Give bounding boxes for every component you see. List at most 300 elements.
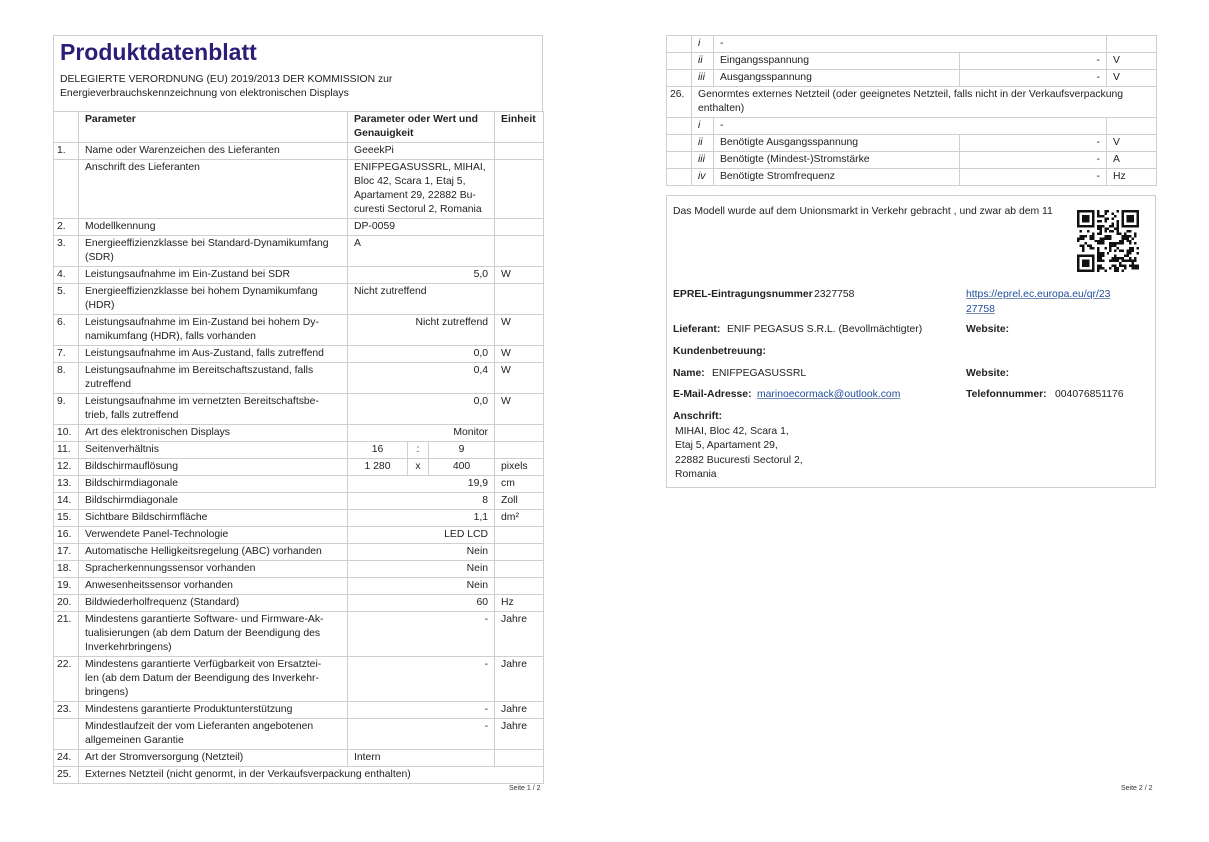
row-parameter bbox=[79, 315, 348, 346]
row-number-empty bbox=[667, 70, 692, 87]
row-value: - bbox=[960, 152, 1107, 169]
qr-module bbox=[1097, 240, 1099, 242]
table-row bbox=[54, 143, 544, 160]
qr-module bbox=[1122, 215, 1124, 217]
qr-module bbox=[1104, 210, 1106, 212]
parameter-line: Genormtes externes Netzteil (oder geeignetes Netzteil, falls nicht in der Verkaufsverpackung bbox=[698, 89, 1124, 100]
qr-module bbox=[1119, 265, 1121, 267]
row-number: 7. bbox=[54, 346, 79, 363]
row-number: 18. bbox=[54, 561, 79, 578]
parameter-line: Mindestens garantierte Software- und Firmware-Ak- bbox=[85, 614, 324, 625]
qr-module bbox=[1127, 255, 1129, 257]
row-parameter: Mindestens garantierte Produktunterstützung bbox=[79, 702, 348, 719]
qr-module bbox=[1099, 242, 1101, 244]
qr-module bbox=[1102, 252, 1104, 254]
qr-module bbox=[1109, 242, 1111, 244]
qr-module bbox=[1084, 265, 1086, 267]
qr-module bbox=[1079, 210, 1081, 212]
row-unit: W bbox=[495, 267, 544, 284]
qr-module bbox=[1099, 252, 1101, 254]
qr-module bbox=[1109, 260, 1111, 262]
row-subindex: ii bbox=[692, 135, 714, 152]
qr-module bbox=[1079, 237, 1081, 239]
qr-module bbox=[1092, 215, 1094, 217]
header-value-line: Genauigkeit bbox=[354, 128, 414, 139]
row-number: 14. bbox=[54, 493, 79, 510]
qr-module bbox=[1129, 210, 1131, 212]
table-row bbox=[54, 284, 544, 315]
qr-module bbox=[1114, 227, 1116, 229]
qr-module bbox=[1119, 257, 1121, 259]
table-row bbox=[54, 425, 544, 442]
qr-module bbox=[1132, 215, 1134, 217]
qr-module bbox=[1119, 242, 1121, 244]
qr-module bbox=[1119, 250, 1121, 252]
table-row bbox=[54, 363, 544, 394]
row-parameter: Benötigte Ausgangsspannung bbox=[714, 135, 960, 152]
qr-module bbox=[1092, 232, 1094, 234]
row-unit: V bbox=[1107, 53, 1157, 70]
row-unit: Zoll bbox=[495, 493, 544, 510]
qr-module bbox=[1104, 230, 1106, 232]
row-number: 6. bbox=[54, 315, 79, 346]
market-date-text: Das Modell wurde auf dem Unionsmarkt in Verkehr gebracht , und zwar ab dem 11 bbox=[673, 206, 1053, 217]
qr-module bbox=[1097, 232, 1099, 234]
qr-module bbox=[1082, 260, 1084, 262]
qr-module bbox=[1077, 255, 1079, 257]
qr-module bbox=[1129, 220, 1131, 222]
name-value: ENIFPEGASUSSRL bbox=[712, 368, 807, 379]
row-unit bbox=[1107, 36, 1157, 53]
qr-module bbox=[1097, 250, 1099, 252]
qr-module bbox=[1117, 257, 1119, 259]
qr-module bbox=[1077, 215, 1079, 217]
qr-module bbox=[1099, 215, 1101, 217]
row-number: 9. bbox=[54, 394, 79, 425]
qr-module bbox=[1137, 212, 1139, 214]
qr-module bbox=[1129, 260, 1131, 262]
qr-module bbox=[1087, 210, 1089, 212]
qr-module bbox=[1102, 260, 1104, 262]
qr-module bbox=[1124, 225, 1126, 227]
eprel-link-line-2[interactable]: 27758 bbox=[966, 304, 995, 315]
row-number: 25. bbox=[54, 767, 79, 784]
qr-module bbox=[1092, 222, 1094, 224]
row-number: 10. bbox=[54, 425, 79, 442]
row-parameter: Verwendete Panel-Technologie bbox=[79, 527, 348, 544]
regulation-intro bbox=[53, 69, 543, 111]
row-value: - bbox=[348, 657, 495, 702]
qr-module bbox=[1129, 225, 1131, 227]
qr-module bbox=[1079, 230, 1081, 232]
row-value-separator: : bbox=[408, 442, 429, 459]
qr-module bbox=[1092, 235, 1094, 237]
row-unit: W bbox=[495, 363, 544, 394]
qr-module bbox=[1109, 225, 1111, 227]
qr-module bbox=[1137, 222, 1139, 224]
row-unit bbox=[495, 143, 544, 160]
table-row bbox=[54, 510, 544, 527]
row-number: 15. bbox=[54, 510, 79, 527]
row-value: A bbox=[348, 236, 495, 267]
qr-module bbox=[1114, 257, 1116, 259]
row-unit: Jahre bbox=[495, 719, 544, 750]
qr-module bbox=[1124, 235, 1126, 237]
qr-module bbox=[1122, 220, 1124, 222]
qr-module bbox=[1099, 265, 1101, 267]
table-row bbox=[54, 750, 544, 767]
qr-module bbox=[1129, 265, 1131, 267]
qr-module bbox=[1097, 242, 1099, 244]
table-row bbox=[54, 476, 544, 493]
row-value: 8 bbox=[348, 493, 495, 510]
qr-module bbox=[1127, 260, 1129, 262]
row-value-b: 9 bbox=[429, 442, 495, 459]
qr-module bbox=[1099, 240, 1101, 242]
parameter-table bbox=[53, 111, 544, 784]
qr-module bbox=[1129, 252, 1131, 254]
parameter-line: Mindestlaufzeit der vom Lieferanten angebotenen bbox=[85, 721, 314, 732]
qr-module bbox=[1112, 260, 1114, 262]
row-value: LED LCD bbox=[348, 527, 495, 544]
qr-module bbox=[1082, 250, 1084, 252]
qr-module bbox=[1107, 235, 1109, 237]
row-unit bbox=[495, 219, 544, 236]
row-parameter bbox=[79, 657, 348, 702]
supplier-label: Lieferant: bbox=[673, 324, 721, 335]
row-unit bbox=[495, 284, 544, 315]
address-line-2: Etaj 5, Apartament 29, bbox=[675, 440, 778, 451]
row-unit: Jahre bbox=[495, 612, 544, 657]
row-parameter: Bildschirmauflösung bbox=[79, 459, 348, 476]
table-row bbox=[54, 394, 544, 425]
row-number: 8. bbox=[54, 363, 79, 394]
row-parameter: Ausgangsspannung bbox=[714, 70, 960, 87]
qr-module bbox=[1077, 257, 1079, 259]
table-row bbox=[54, 767, 544, 784]
qr-module bbox=[1112, 257, 1114, 259]
qr-module bbox=[1129, 215, 1131, 217]
qr-module bbox=[1089, 245, 1091, 247]
qr-module bbox=[1077, 262, 1079, 264]
row-value: 0,0 bbox=[348, 394, 495, 425]
qr-module bbox=[1097, 212, 1099, 214]
qr-module bbox=[1107, 210, 1109, 212]
table-row bbox=[54, 595, 544, 612]
power-supply-table bbox=[666, 35, 1157, 186]
email-link[interactable]: marinoecormack@outlook.com bbox=[757, 389, 901, 400]
qr-module bbox=[1112, 225, 1114, 227]
row-value: 60 bbox=[348, 595, 495, 612]
qr-module bbox=[1097, 255, 1099, 257]
qr-module bbox=[1109, 250, 1111, 252]
qr-module bbox=[1119, 232, 1121, 234]
qr-module bbox=[1137, 210, 1139, 212]
row-value: DP-0059 bbox=[348, 219, 495, 236]
row-unit bbox=[495, 160, 544, 219]
row-subindex: i bbox=[692, 36, 714, 53]
qr-module bbox=[1092, 220, 1094, 222]
qr-module bbox=[1077, 210, 1079, 212]
row-number-empty bbox=[667, 169, 692, 186]
row-value: 5,0 bbox=[348, 267, 495, 284]
row-value: - bbox=[960, 135, 1107, 152]
parameter-line: len (ab dem Datum der Beendigung des Inverkehr- bbox=[85, 673, 319, 684]
row-parameter bbox=[79, 284, 348, 315]
qr-module bbox=[1117, 222, 1119, 224]
table-row bbox=[667, 53, 1157, 70]
qr-module bbox=[1124, 267, 1126, 269]
row-value: - bbox=[348, 719, 495, 750]
supplier-value: ENIF PEGASUS S.R.L. (Bevollmächtigter) bbox=[727, 324, 923, 335]
qr-module bbox=[1077, 240, 1079, 242]
qr-code-icon[interactable] bbox=[1077, 210, 1139, 272]
row-value: 0,0 bbox=[348, 346, 495, 363]
qr-module bbox=[1132, 250, 1134, 252]
address-line-3: 22882 Bucuresti Sectorul 2, bbox=[675, 455, 803, 466]
qr-module bbox=[1122, 250, 1124, 252]
qr-module bbox=[1084, 270, 1086, 272]
qr-module bbox=[1102, 237, 1104, 239]
qr-module bbox=[1107, 217, 1109, 219]
table-row bbox=[54, 267, 544, 284]
table-row bbox=[54, 544, 544, 561]
qr-module bbox=[1084, 262, 1086, 264]
qr-module bbox=[1114, 242, 1116, 244]
row-number: 17. bbox=[54, 544, 79, 561]
qr-module bbox=[1129, 230, 1131, 232]
qr-module bbox=[1084, 220, 1086, 222]
qr-module bbox=[1089, 255, 1091, 257]
qr-module bbox=[1092, 267, 1094, 269]
qr-module bbox=[1122, 212, 1124, 214]
row-unit: V bbox=[1107, 70, 1157, 87]
qr-module bbox=[1084, 217, 1086, 219]
qr-module bbox=[1082, 262, 1084, 264]
qr-module bbox=[1127, 237, 1129, 239]
qr-module bbox=[1104, 270, 1106, 272]
parameter-line: zutreffend bbox=[85, 379, 132, 390]
qr-module bbox=[1129, 217, 1131, 219]
row-parameter bbox=[79, 612, 348, 657]
qr-module bbox=[1077, 260, 1079, 262]
qr-module bbox=[1132, 210, 1134, 212]
qr-module bbox=[1117, 227, 1119, 229]
parameter-line: namikumfang (HDR), falls vorhanden bbox=[85, 331, 256, 342]
qr-module bbox=[1124, 232, 1126, 234]
qr-module bbox=[1134, 267, 1136, 269]
row-value: 1,1 bbox=[348, 510, 495, 527]
row-value: 0,4 bbox=[348, 363, 495, 394]
qr-module bbox=[1087, 262, 1089, 264]
row-parameter: Leistungsaufnahme im Ein-Zustand bei SDR bbox=[79, 267, 348, 284]
qr-module bbox=[1077, 270, 1079, 272]
table-row bbox=[54, 346, 544, 363]
parameter-line: Energieeffizienzklasse bei hohem Dynamikumfang bbox=[85, 286, 318, 297]
qr-module bbox=[1107, 252, 1109, 254]
qr-module bbox=[1114, 255, 1116, 257]
row-parameter: Benötigte Stromfrequenz bbox=[714, 169, 960, 186]
page-title: Produktdatenblatt bbox=[53, 35, 543, 69]
qr-module bbox=[1122, 257, 1124, 259]
table-header-row bbox=[54, 112, 544, 143]
qr-module bbox=[1082, 247, 1084, 249]
qr-module bbox=[1134, 260, 1136, 262]
qr-module bbox=[1122, 210, 1124, 212]
qr-module bbox=[1132, 247, 1134, 249]
qr-module bbox=[1077, 220, 1079, 222]
parameter-line: (SDR) bbox=[85, 252, 114, 263]
table-row bbox=[54, 219, 544, 236]
qr-module bbox=[1092, 270, 1094, 272]
qr-module bbox=[1124, 237, 1126, 239]
value-line: ENIFPEGASUSSRL, MIHAI, bbox=[354, 162, 486, 173]
qr-module bbox=[1117, 247, 1119, 249]
qr-module bbox=[1122, 217, 1124, 219]
table-row bbox=[54, 459, 544, 476]
qr-module bbox=[1082, 237, 1084, 239]
qr-module bbox=[1087, 230, 1089, 232]
qr-module bbox=[1137, 252, 1139, 254]
name-label: Name: bbox=[673, 368, 705, 379]
row-number-empty bbox=[667, 135, 692, 152]
row-parameter: Name oder Warenzeichen des Lieferanten bbox=[79, 143, 348, 160]
qr-module bbox=[1137, 220, 1139, 222]
row-value: Nein bbox=[348, 578, 495, 595]
row-value: - bbox=[960, 169, 1107, 186]
qr-module bbox=[1102, 240, 1104, 242]
table-row bbox=[54, 612, 544, 657]
qr-module bbox=[1117, 230, 1119, 232]
qr-module bbox=[1087, 265, 1089, 267]
qr-module bbox=[1079, 270, 1081, 272]
qr-module bbox=[1087, 245, 1089, 247]
row-value: GeeekPi bbox=[348, 143, 495, 160]
qr-module bbox=[1092, 210, 1094, 212]
table-row bbox=[54, 493, 544, 510]
row-number-empty bbox=[667, 152, 692, 169]
row-value: Nein bbox=[348, 544, 495, 561]
table-row bbox=[54, 160, 544, 219]
table-row bbox=[667, 169, 1157, 186]
row-number bbox=[54, 719, 79, 750]
qr-module bbox=[1107, 227, 1109, 229]
parameter-line: Energieeffizienzklasse bei Standard-Dynamikumfang bbox=[85, 238, 329, 249]
qr-module bbox=[1132, 267, 1134, 269]
qr-module bbox=[1077, 267, 1079, 269]
table-row bbox=[667, 118, 1157, 135]
qr-module bbox=[1092, 217, 1094, 219]
qr-module bbox=[1117, 220, 1119, 222]
table-row bbox=[667, 36, 1157, 53]
qr-module bbox=[1122, 240, 1124, 242]
qr-module bbox=[1077, 265, 1079, 267]
datasheet-page-1 bbox=[53, 35, 543, 784]
qr-module bbox=[1112, 230, 1114, 232]
qr-module bbox=[1077, 217, 1079, 219]
qr-module bbox=[1084, 260, 1086, 262]
qr-module bbox=[1127, 215, 1129, 217]
qr-module bbox=[1092, 265, 1094, 267]
table-row bbox=[54, 702, 544, 719]
qr-module bbox=[1097, 220, 1099, 222]
qr-module bbox=[1112, 265, 1114, 267]
row-unit bbox=[495, 425, 544, 442]
row-unit bbox=[1107, 118, 1157, 135]
table-row bbox=[54, 578, 544, 595]
table-row bbox=[54, 315, 544, 346]
table-row bbox=[54, 719, 544, 750]
header-value-line: Parameter oder Wert und bbox=[354, 114, 478, 125]
row-parameter: Bildschirmdiagonale bbox=[79, 493, 348, 510]
eprel-link-line-1[interactable]: https://eprel.ec.europa.eu/qr/23 bbox=[966, 289, 1111, 300]
row-value: Monitor bbox=[348, 425, 495, 442]
row-unit bbox=[495, 544, 544, 561]
customer-support-label: Kundenbetreuung: bbox=[673, 346, 766, 357]
row-number: 21. bbox=[54, 612, 79, 657]
qr-module bbox=[1109, 230, 1111, 232]
qr-module bbox=[1122, 242, 1124, 244]
qr-module bbox=[1124, 260, 1126, 262]
row-number: 4. bbox=[54, 267, 79, 284]
website-label-2: Website: bbox=[966, 368, 1010, 379]
qr-module bbox=[1097, 267, 1099, 269]
qr-module bbox=[1127, 210, 1129, 212]
row-parameter: Art der Stromversorgung (Netzteil) bbox=[79, 750, 348, 767]
table-row bbox=[54, 442, 544, 459]
qr-module bbox=[1089, 235, 1091, 237]
qr-module bbox=[1137, 215, 1139, 217]
qr-module bbox=[1087, 217, 1089, 219]
qr-module bbox=[1084, 215, 1086, 217]
qr-module bbox=[1082, 217, 1084, 219]
qr-module bbox=[1109, 245, 1111, 247]
row-value-separator: x bbox=[408, 459, 429, 476]
qr-module bbox=[1087, 225, 1089, 227]
row-number: 1. bbox=[54, 143, 79, 160]
qr-module bbox=[1117, 270, 1119, 272]
row-subindex: i bbox=[692, 118, 714, 135]
qr-module bbox=[1134, 235, 1136, 237]
row-number: 16. bbox=[54, 527, 79, 544]
qr-module bbox=[1082, 255, 1084, 257]
row-number: 22. bbox=[54, 657, 79, 702]
row-unit bbox=[495, 442, 544, 459]
qr-module bbox=[1137, 265, 1139, 267]
row-number: 13. bbox=[54, 476, 79, 493]
address-line-4: Romania bbox=[675, 469, 717, 480]
qr-module bbox=[1122, 270, 1124, 272]
eprel-label: EPREL-Eintragungsnummer bbox=[673, 289, 813, 300]
supplier-info-box bbox=[666, 195, 1156, 488]
qr-module bbox=[1084, 242, 1086, 244]
qr-module bbox=[1097, 210, 1099, 212]
row-number bbox=[54, 160, 79, 219]
qr-module bbox=[1102, 267, 1104, 269]
page-number-1: Seite 1 / 2 bbox=[509, 785, 541, 792]
qr-module bbox=[1129, 247, 1131, 249]
row-parameter: Art des elektronischen Displays bbox=[79, 425, 348, 442]
row-value: 19,9 bbox=[348, 476, 495, 493]
qr-module bbox=[1112, 245, 1114, 247]
table-row bbox=[667, 152, 1157, 169]
qr-module bbox=[1114, 260, 1116, 262]
qr-module bbox=[1122, 260, 1124, 262]
qr-module bbox=[1097, 265, 1099, 267]
row-value: Nicht zutreffend bbox=[348, 315, 495, 346]
qr-module bbox=[1099, 232, 1101, 234]
row-unit bbox=[495, 561, 544, 578]
